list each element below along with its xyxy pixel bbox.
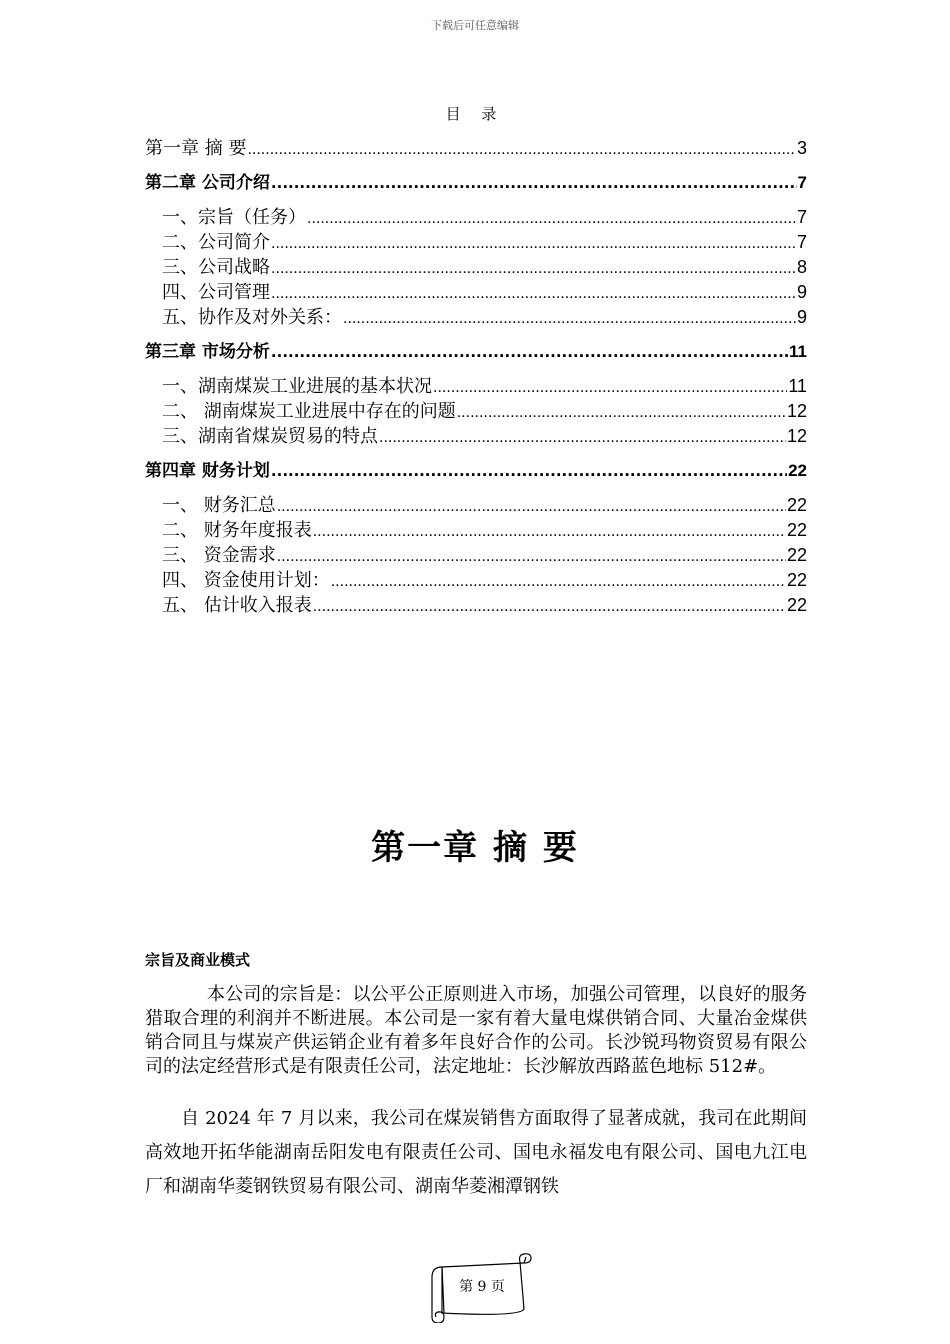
toc-entry-page: 11 — [788, 376, 807, 396]
toc-entry-label: 第一章 摘 要 — [145, 138, 247, 159]
toc-entry-page: 8 — [796, 257, 807, 277]
toc-leader-dots — [433, 376, 787, 397]
toc-entry[interactable] — [162, 566, 807, 591]
body-paragraph: 本公司的宗旨是：以公平公正原则进入市场，加强公司管理，以良好的服务猎取合理的利润并不断进展。本公司是一家有着大量电煤供销合同、大量冶金煤供销合同且与煤炭产供运销企业有着多年良好合作的公司。长沙锐玛物资贸易有限公司的法定经营形式是有限责任公司，法定地址：长沙解放西路蓝色地标 512#。 — [145, 984, 807, 1077]
toc-entry[interactable] — [162, 372, 807, 397]
toc-leader-dots — [457, 401, 786, 422]
toc-leader-dots — [277, 495, 786, 516]
toc-leader-dots — [313, 520, 786, 541]
toc-entry-label: 五、 估计收入报表 — [162, 595, 312, 616]
toc-entry[interactable] — [162, 516, 807, 541]
toc-leader-dots — [277, 545, 786, 566]
toc-entry[interactable] — [162, 397, 807, 422]
toc-leader-dots — [271, 257, 796, 278]
toc-entry-label: 三、公司战略 — [162, 257, 270, 278]
page-number: 第 9 页 — [459, 1279, 505, 1295]
toc-entry-label: 一、 财务汇总 — [162, 495, 276, 516]
toc-entry-page: 22 — [786, 495, 807, 515]
toc-leader-dots — [313, 595, 786, 616]
section-heading: 宗旨及商业模式 — [145, 951, 251, 969]
toc-entry-label: 一、宗旨（任务） — [162, 207, 306, 228]
toc-entry-page: 22 — [786, 545, 807, 565]
toc-entry-page: 12 — [786, 426, 807, 446]
toc-leader-dots — [271, 173, 797, 193]
toc-entry[interactable] — [145, 168, 807, 193]
toc-entry-label: 四、公司管理 — [162, 282, 270, 303]
toc-leader-dots — [331, 570, 786, 591]
chapter-title: 第一章 摘 要 — [371, 828, 579, 868]
toc-entry-page: 22 — [786, 520, 807, 540]
toc-entry-page: 22 — [786, 570, 807, 590]
toc-entry[interactable] — [162, 591, 807, 616]
toc-leader-dots — [271, 342, 788, 362]
toc-entry[interactable] — [145, 456, 807, 481]
toc-entry-page: 22 — [788, 461, 807, 480]
toc-entry-page: 7 — [796, 232, 807, 252]
toc-entry[interactable] — [162, 278, 807, 303]
toc-entry-page: 12 — [786, 401, 807, 421]
toc-entry[interactable] — [162, 228, 807, 253]
toc-leader-dots — [343, 307, 796, 328]
toc-entry-page: 22 — [786, 595, 807, 615]
toc-entry[interactable] — [145, 134, 807, 159]
toc-entry-label: 二、 湖南煤炭工业进展中存在的问题 — [162, 401, 456, 422]
toc-entry-label: 第四章 财务计划 — [145, 461, 270, 481]
toc-leader-dots — [307, 207, 796, 228]
toc-entry[interactable] — [162, 491, 807, 516]
toc-entry[interactable] — [162, 253, 807, 278]
toc-entry-label: 五、协作及对外关系： — [162, 307, 342, 328]
toc-entry-page: 9 — [796, 307, 807, 327]
toc-entry[interactable] — [145, 337, 807, 362]
toc-leader-dots — [379, 426, 786, 447]
toc-leader-dots — [271, 232, 796, 253]
toc-leader-dots — [247, 138, 796, 159]
toc-entry-page: 3 — [796, 138, 807, 158]
toc-leader-dots — [271, 461, 787, 481]
toc-entry-page: 7 — [797, 173, 807, 192]
toc-entry-page: 7 — [796, 207, 807, 227]
toc-entry-label: 三、湖南省煤炭贸易的特点 — [162, 426, 378, 447]
toc-entry[interactable] — [162, 203, 807, 228]
toc-entry[interactable] — [162, 541, 807, 566]
body-paragraph: 自 2024 年 7 月以来，我公司在煤炭销售方面取得了显著成就，我司在此期间高效地开拓华能湖南岳阳发电有限责任公司、国电永福发电有限公司、国电九江电厂和湖南华菱钢铁贸易有限公司、湖南华菱湘潭钢铁 — [145, 1108, 807, 1197]
toc-entry-label: 第三章 市场分析 — [145, 342, 270, 362]
toc-entry-label: 三、 资金需求 — [162, 545, 276, 566]
toc-entry-page: 9 — [796, 282, 807, 302]
toc-leader-dots — [271, 282, 796, 303]
toc-entry-page: 11 — [789, 342, 807, 361]
toc-entry-label: 二、 财务年度报表 — [162, 520, 312, 541]
toc-entry[interactable] — [162, 303, 807, 328]
toc-entry-label: 二、公司简介 — [162, 232, 270, 253]
toc-title: 目 录 — [445, 105, 505, 123]
toc-entry-label: 第二章 公司介绍 — [145, 173, 270, 193]
toc-entry[interactable] — [162, 422, 807, 447]
toc-entry-label: 一、湖南煤炭工业进展的基本状况 — [162, 376, 432, 397]
toc-entry-label: 四、 资金使用计划： — [162, 570, 330, 591]
header-note: 下载后可任意编辑 — [431, 19, 519, 32]
